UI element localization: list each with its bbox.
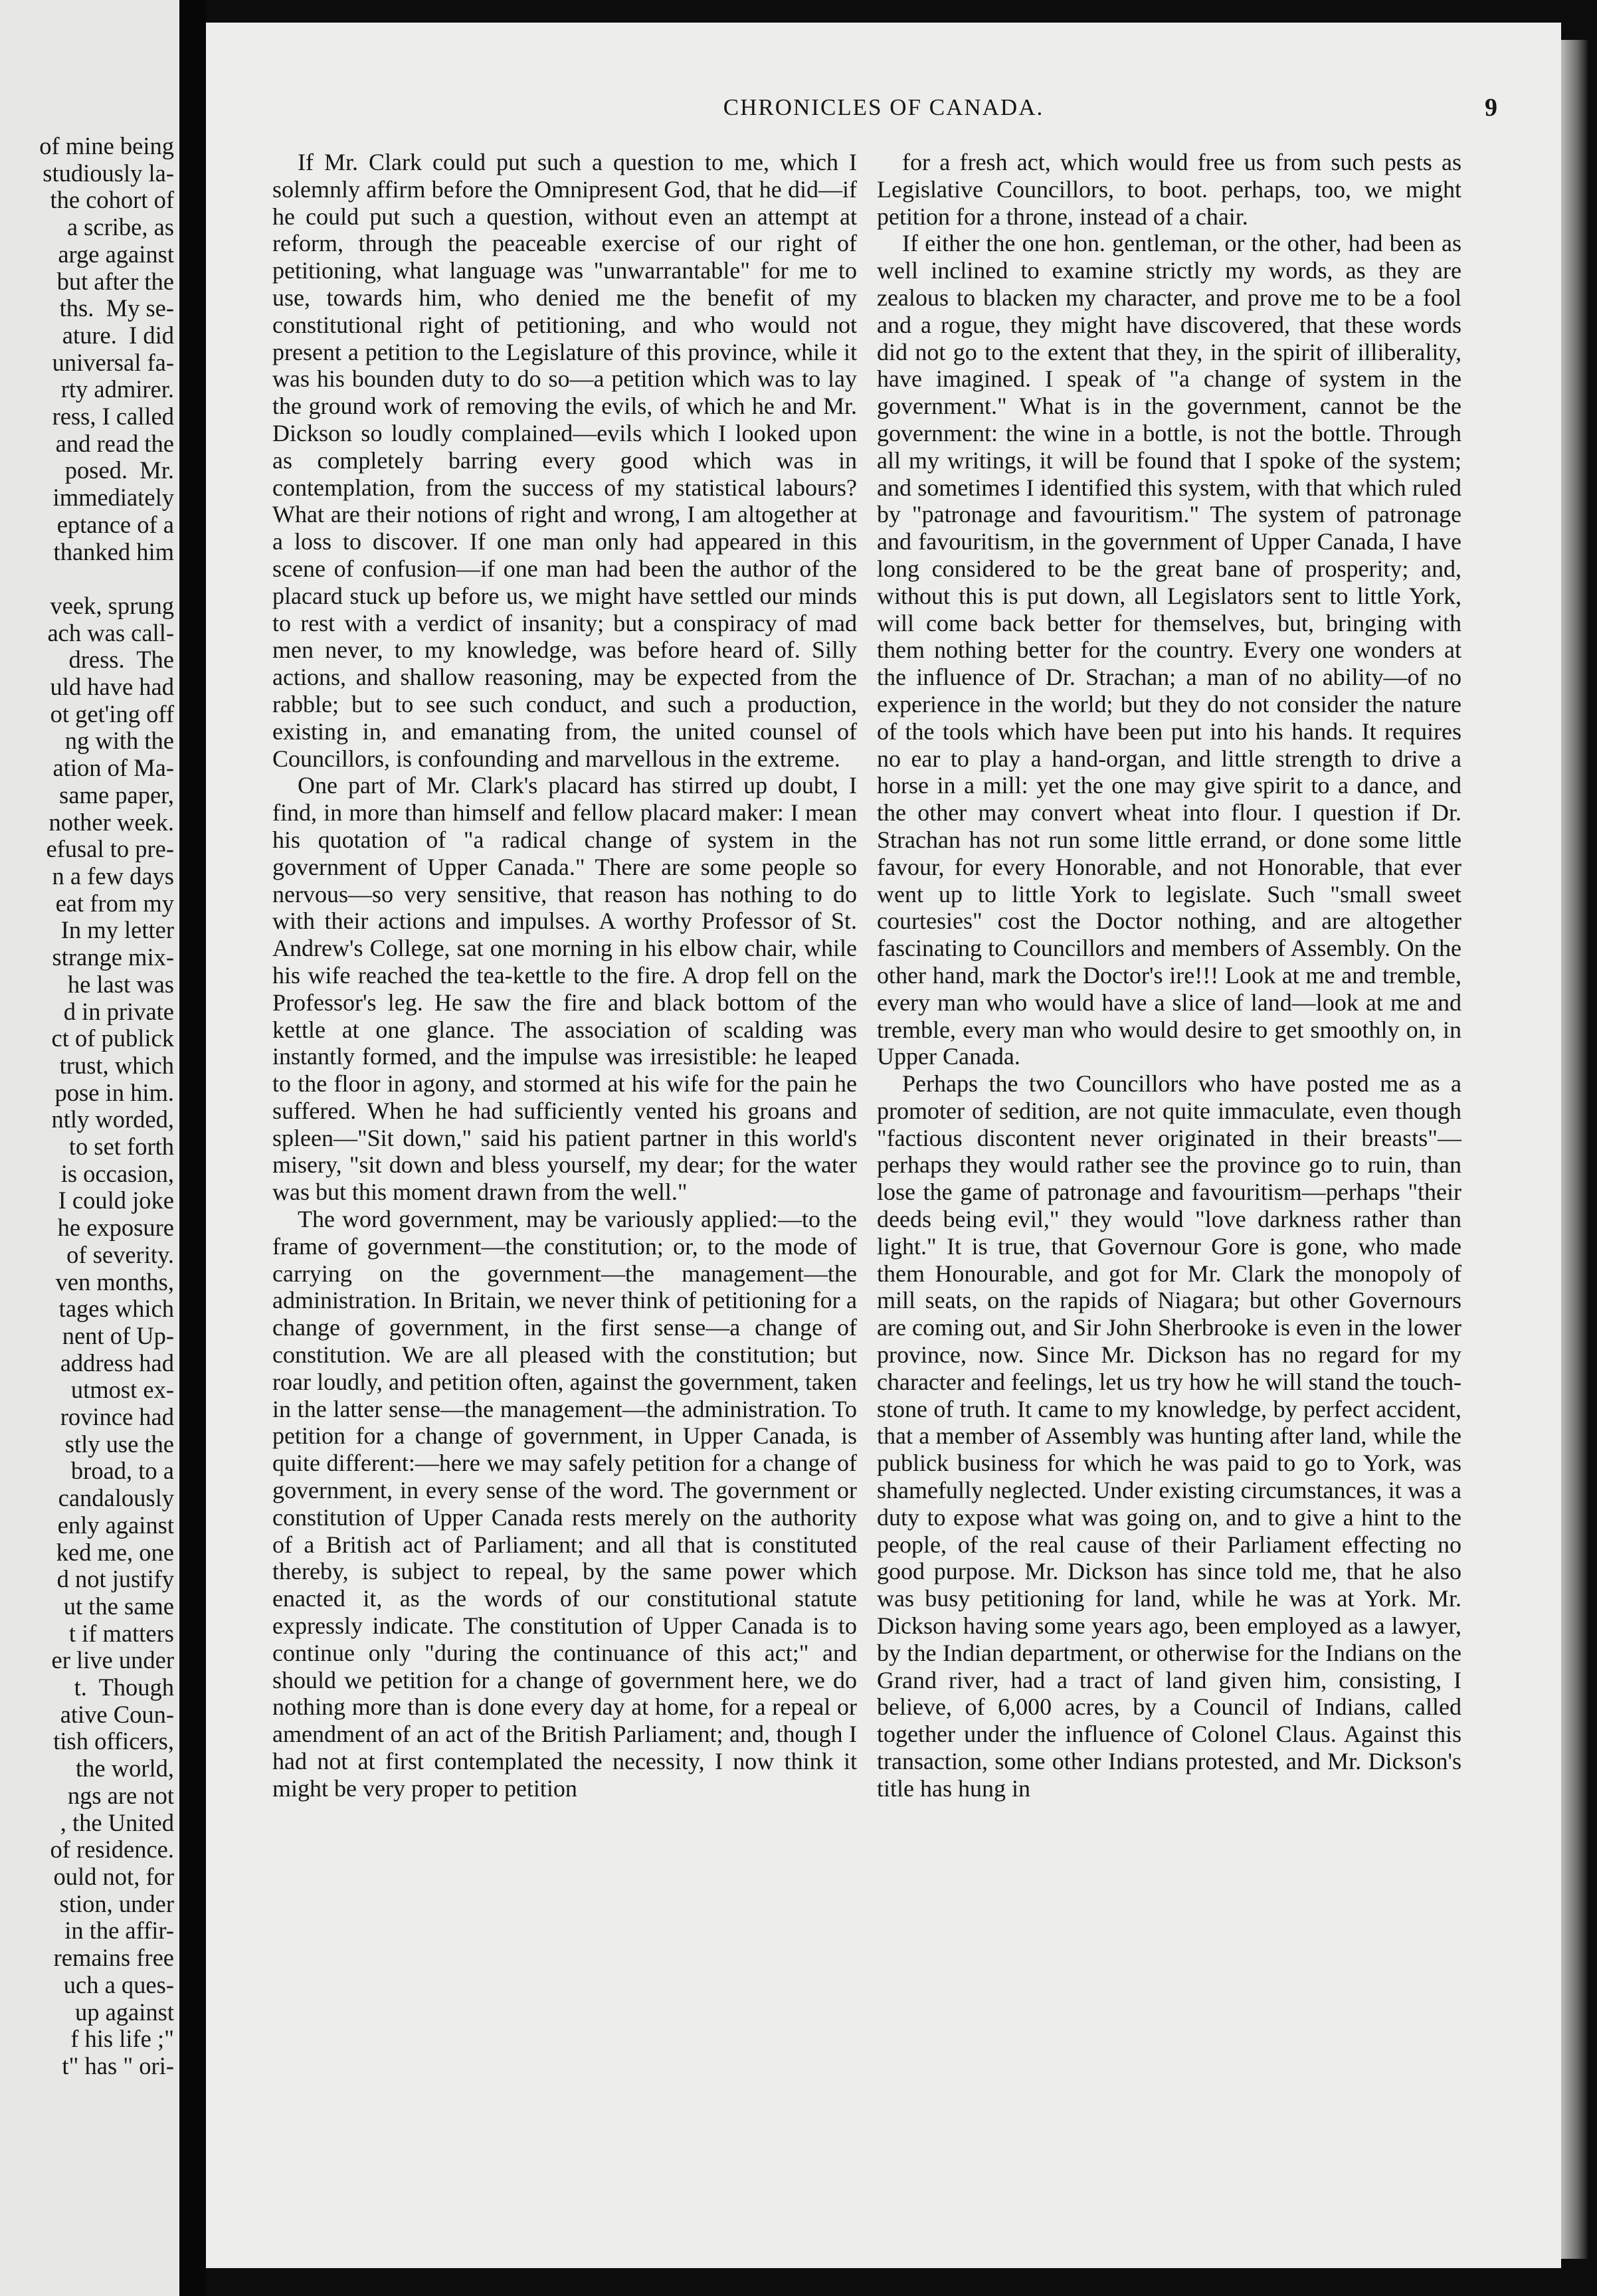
facing-page-line: utmost ex- [70, 1376, 174, 1404]
facing-page-line: the world, [76, 1755, 174, 1782]
facing-page-line: t if matters [68, 1619, 174, 1647]
facing-page-line: eptance of a [56, 510, 174, 538]
facing-page-line: t" has " ori- [62, 2052, 174, 2079]
facing-page-line: the cohort of [50, 186, 174, 214]
paragraph: Perhaps the two Councillors who have posted me as a promoter of sedition, are not quite immaculate, even though "factious discontent never originated in their breasts"—perhaps they would rather see the province go to ruin, than lose the game of patronage and favouritism—perhaps "their deeds being evil," they would "love darkness rather than light." It is true, that Governour Gore is gone, who made them Honourable, and got for Mr. Clark the monopoly of mill seats, on the rapids of Niagara; but other Governours are coming out, and Sir John Sherbrooke is even in the lower province, now. Since Mr. Dickson has no regard for my character and feelings, let us try how he will stand the touch-stone of truth. It came to my knowledge, by perfect accident, that a member of Assembly was hunting after land, while the publick business for which he was paid to go to York, was shamefully neglected. Under existing circumstances, it was a duty to expose what was going on, and to give a hint to the people, of the real cause of their Parliament effecting no good purpose. Mr. Dickson has since told me, that he also was busy petitioning for land, while he was at York. Mr. Dickson having some years ago, been employed as a lawyer, by the Indian department, or otherwise for the Indians on the Grand river, had a tract of land given him, consisting, I believe, of 6,000 acres, by a Council of Indians, called together under the influence of Colonel Claus. Against this transaction, some other Indians protested, and Mr. Dickson's title has hung in [877, 1070, 1461, 1802]
facing-page-line: nother week. [48, 808, 174, 836]
facing-page-line: er live under [51, 1646, 174, 1674]
facing-page-line: stly use the [64, 1430, 174, 1458]
facing-page-line: immediately [52, 484, 174, 512]
facing-page-line: is occasion, [60, 1159, 174, 1187]
facing-page-line: he exposure [57, 1214, 174, 1242]
facing-page-line: ngs are not [67, 1781, 174, 1809]
facing-page-line: of residence. [50, 1836, 174, 1864]
facing-page-line: address had [60, 1349, 174, 1377]
facing-page-line: ths. My se- [59, 294, 174, 322]
facing-page-line: ct of publick [51, 1024, 174, 1052]
facing-page-line: ven months, [55, 1268, 174, 1295]
facing-page-line: broad, to a [70, 1457, 174, 1485]
paragraph: One part of Mr. Clark's placard has stirred up doubt, I find, in more than himself and fellow placard maker: I mean his quotation of "a radical change of system in the government of Upper Canada." There are some people so nervous—so very sensitive, that reason has nothing to do with their actions and impulses. A worthy Professor of St. Andrew's College, sat one morning in his elbow chair, while his wife reached the tea-kettle to the fire. A drop fell on the Professor's leg. He saw the fire and black bottom of the kettle at one glance. The association of scalding was instantly formed, and the impulse was irresistible: he leaped to the floor in agony, and stormed at his wife for the pain he suffered. When he had sufficiently vented his groans and spleen—"Sit down," said his patient partner in this world's misery, "sit down and bless yourself, my dear; for the water was but this moment drawn from the well." [272, 772, 857, 1206]
facing-page-line: eat from my [55, 889, 174, 917]
facing-page-line: remains free [53, 1944, 174, 1972]
facing-page-line: I could joke [58, 1187, 174, 1214]
facing-page-line: ation of Ma- [52, 754, 174, 782]
paragraph: for a fresh act, which would free us from such pests as Legislative Councillors, to boot. perhaps, too, we might petition for a throne, instead of a chair. [877, 149, 1461, 230]
facing-page-line: same paper, [59, 781, 174, 809]
facing-page-line: ot get'ing off [50, 700, 174, 727]
facing-page-fragment [0, 0, 179, 2296]
facing-page-line: ative Coun- [60, 1700, 174, 1728]
facing-page-line: universal fa- [52, 348, 174, 376]
facing-page-line: enly against [57, 1511, 174, 1539]
facing-page-line: f his life ;" [70, 2025, 174, 2053]
facing-page-line: ress, I called [52, 403, 174, 430]
book-gutter [179, 0, 206, 2296]
page-number: 9 [1485, 94, 1497, 122]
facing-page-line: ked me, one [56, 1538, 174, 1566]
facing-page-line: d not justify [56, 1565, 174, 1593]
facing-page-line: veek, sprung [50, 591, 174, 619]
facing-page-line: d in private [63, 997, 174, 1025]
facing-page-line: ng with the [64, 727, 174, 755]
facing-page-line: n a few days [52, 862, 174, 890]
facing-page-line: tish officers, [53, 1727, 174, 1755]
facing-page-line: efusal to pre- [46, 835, 174, 863]
facing-page-line: uld have had [50, 673, 174, 701]
facing-page-line: but after the [56, 267, 174, 295]
facing-page-line: rty admirer. [60, 375, 174, 403]
facing-page-line: candalously [58, 1484, 174, 1512]
facing-page-line: uch a ques- [63, 1970, 174, 1998]
left-text-column [272, 149, 857, 1802]
facing-page-line: posed. Mr. [64, 456, 174, 484]
facing-page-line: , the United [60, 1808, 174, 1836]
facing-page-line: trust, which [59, 1051, 174, 1079]
facing-page-line: a scribe, as [66, 213, 174, 241]
facing-page-line: to set forth [68, 1133, 174, 1161]
facing-page-line: thanked him [53, 537, 174, 565]
facing-page-line: arge against [58, 240, 174, 268]
facing-page-line: ould not, for [53, 1863, 174, 1890]
paragraph: If either the one hon. gentleman, or the other, had been as well inclined to examine strictly my words, as they are zealous to blacken my character, and prove me to be a fool and a rogue, they might have discovered, that these words did not go to the extent that they, in the spirit of illiberality, have imagined. I speak of "a change of system in the government." What is in the government, cannot be the government: the wine in a bottle, is not the bottle. Through all my writings, it will be found that I spoke of the system; and sometimes I identified this system, with that which ruled by "patronage and favouritism." The system of patronage and favouritism, in the government of Upper Canada, I have long considered to be the great bane of prosperity; and, without this is put down, all Legislators sent to little York, will come back better for themselves, but, bringing with them nothing better for the country. Every one wonders at the influence of Dr. Strachan; a man of no ability—of no experience in the world; but they do not consider the nature of the tools which have been put into his hands. It requires no ear to play a hand-organ, and little strength to drive a horse in a mill: yet the one may give spirit to a dance, and the other may convert wheat into flour. I question if Dr. Strachan has not run some little errand, or done some little favour, for every Honorable, and not Honorable, that ever went up to little York to legislate. Such "small sweet courtesies" cost the Doctor nothing, and are altogether fascinating to Councillors and members of Assembly. On the other hand, mark the Doctor's ire!!! Look at me and tremble, every man who would have a slice of land—look at me and tremble, every man who would desire to get smoothly on, in Upper Canada. [877, 230, 1461, 1070]
facing-page-line: and read the [55, 429, 174, 457]
paragraph: The word government, may be variously applied:—to the frame of government—the constitution; or, to the mode of carrying on the government—the management—the administration. In Britain, we never think of petitioning for a change of government, in the first sense—a change of constitution. We are all pleased with the constitution; but roar loudly, and petition often, against the government, taken in the latter sense—the management—the administration. To petition for a change of government, in Upper Canada, is quite different:—here we may safely petition for a change of government, in every sense of the word. The government or constitution of Upper Canada rests merely on the authority of a British act of Parliament; and all that is constituted thereby, is subject to repeal, by the same power which enacted it, as the words of our constitutional statute expressly indicate. The constitution of Upper Canada is to continue only "during the continuance of this act;" and should we petition for a change of government here, we do nothing more than is done every day at home, for a repeal or amendment of an act of the British Parliament; and, though I had not at first contemplated the necessity, I now think it might be very proper to petition [272, 1206, 857, 1802]
facing-page-line: ut the same [63, 1592, 174, 1620]
facing-page-line: rovince had [60, 1403, 174, 1431]
facing-page-text [0, 133, 174, 2080]
facing-page-line: tages which [58, 1295, 174, 1323]
facing-page-line: In my letter [60, 916, 174, 944]
facing-page-line: nent of Up- [62, 1321, 174, 1349]
facing-page-line: dress. The [68, 646, 174, 674]
right-text-column [877, 149, 1461, 1802]
facing-page-line: t. Though [74, 1674, 174, 1701]
facing-page-line: in the affir- [64, 1917, 174, 1945]
page-edge-shadow [1561, 40, 1588, 2259]
facing-page-line: up against [74, 1998, 174, 2026]
facing-page-line: pose in him. [54, 1078, 174, 1106]
running-head: CHRONICLES OF CANADA. [723, 94, 1044, 120]
facing-page-line [0, 565, 174, 593]
facing-page-line: of mine being [39, 132, 174, 159]
book-page [206, 23, 1561, 2268]
facing-page-line: ntly worded, [51, 1105, 174, 1133]
paragraph: If Mr. Clark could put such a question to me, which I solemnly affirm before the Omnipresent God, that he did—if he could put such a question, without even an attempt at reform, through the peaceable exercise of our right of petitioning, what language was "unwarrantable" for me to use, towards him, who denied me the benefit of my constitutional right of petitioning, and who would not present a petition to the Legislature of this province, while it was his bounden duty to do so—a petition which was to lay the ground work of removing the evils, of which he and Mr. Dickson so loudly complained—evils which I looked upon as completely barring every good which was in contemplation, from the success of my statistical labours? What are their notions of right and wrong, I am altogether at a loss to discover. If one man only had appeared in this scene of confusion—if one man had been the author of the placard stuck up before us, we might have settled our minds to rest with a verdict of insanity; but a conspiracy of mad men never, to my knowledge, was before heard of. Silly actions, and shallow reasoning, may be expected from the rabble; but to see such conduct, and such a production, existing in, and emanating from, the united counsel of Councillors, is confounding and marvellous in the extreme. [272, 149, 857, 772]
facing-page-line: of severity. [66, 1240, 174, 1268]
facing-page-line: he last was [67, 970, 174, 998]
facing-page-line: strange mix- [52, 943, 174, 971]
facing-page-line: ach was call- [47, 619, 174, 646]
facing-page-line: stion, under [59, 1889, 174, 1917]
facing-page-line: studiously la- [43, 159, 174, 187]
facing-page-line: ature. I did [62, 321, 174, 349]
